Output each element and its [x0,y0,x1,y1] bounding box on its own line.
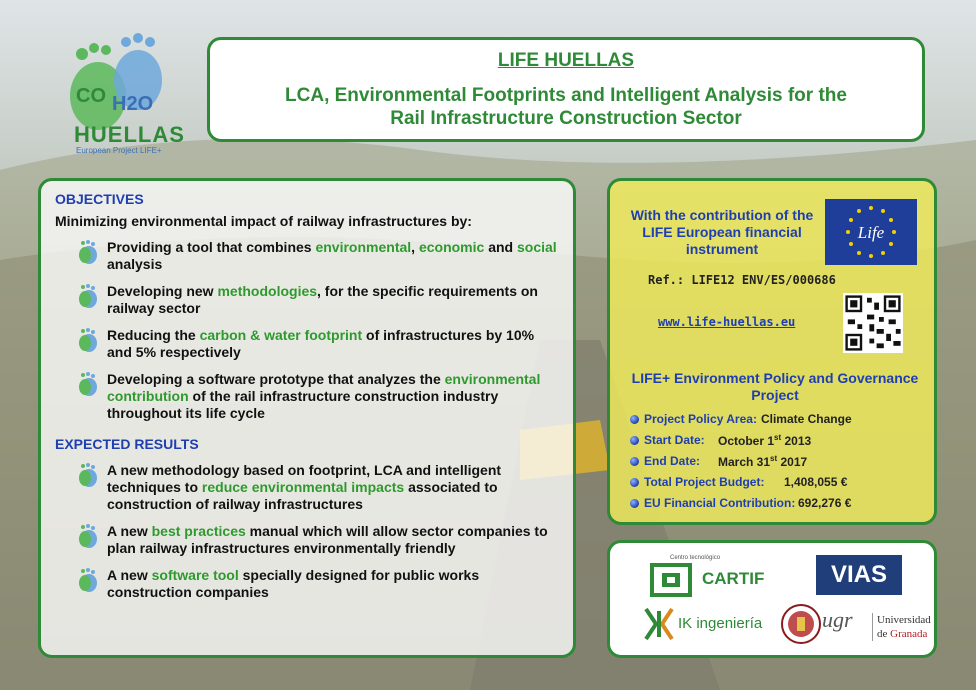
funding-panel [607,178,937,525]
item-text-part: of the rail infrastructure construction industry throughout its life cycle [107,388,499,421]
partners-panel [607,540,937,658]
footprint-bullet-icon [75,462,101,488]
detail-value [718,433,811,448]
detail-value-tail: 2013 [781,434,812,448]
objective-item [55,327,559,361]
university-de: de [877,628,888,640]
item-text-part: specially designed for public works construction companies [107,567,480,600]
result-item [55,462,559,513]
highlight-text: reduce environmental impacts [201,479,405,495]
project-subtitle-line2: Rail Infrastructure Construction Sector [390,108,742,129]
results-list [55,462,559,601]
footprint-bullet-icon [75,567,101,593]
item-text-part: Developing new [107,283,218,299]
highlight-text: methodologies [217,283,318,299]
footprint-bullet-icon [75,283,101,309]
highlight-text: best practices [151,523,246,539]
item-text-part: and [484,239,517,255]
item-text-part: analysis [107,256,163,272]
project-title: LIFE HUELLAS [497,50,635,71]
detail-value-main: 692,276 € [798,496,852,510]
item-text-part: , for the specific requirements on railway sector [107,283,538,316]
item-text-part: associated to construction of railway infrastructures [107,479,498,512]
detail-value-sup: st [774,433,782,442]
university-line1: Universidad [877,614,931,626]
ik-ingenieria-name: IK ingeniería [678,615,763,632]
ik-logo-icon [642,605,676,643]
title-box [207,37,925,142]
project-detail-row [630,412,930,433]
results-heading: EXPECTED RESULTS [55,436,199,452]
detail-value-main: October 1 [718,434,775,448]
footprint-bullet-icon [75,523,101,549]
footprint-bullet-icon [75,371,101,397]
item-text-part: A new [107,523,152,539]
highlight-text: carbon & water footprint [199,327,363,343]
policy-title: LIFE+ Environment Policy and Governance Project [631,370,919,403]
ugr-logo-text: ugr [822,607,853,632]
project-detail-row [630,496,930,517]
qr-code-icon[interactable] [843,293,903,353]
svg-text:H2O: H2O [112,93,154,115]
logo-subtitle: European Project LIFE+ [76,146,162,155]
item-text-part: of infrastructures by 10% and 5% respectively [107,327,535,360]
objectives-panel [38,178,576,658]
item-text-part: A new methodology based on footprint, LCA and intelligent techniques to [107,462,502,495]
detail-value [798,496,851,510]
objective-item-text [107,283,559,317]
objective-item [55,371,559,422]
item-text-part: Developing a software prototype that analyzes the [107,371,445,387]
reference-number: Ref.: LIFE12 ENV/ES/000686 [648,273,836,287]
detail-value-main: March 31 [718,455,771,469]
detail-label: Start Date: [644,433,705,447]
result-item-text [107,567,559,601]
university-granada: Granada [890,628,928,640]
project-detail-row [630,433,930,454]
detail-value-main: Climate Change [760,412,852,426]
eu-life-label: Life [857,223,885,242]
eu-life-logo-icon [825,199,917,265]
university-name [872,613,931,641]
highlight-text: social [516,239,557,255]
vias-logo: VIAS [816,555,902,595]
result-item-text [107,462,559,513]
detail-label: EU Financial Contribution: [644,496,796,510]
ugr-seal-icon [780,603,822,645]
objective-item-text [107,239,559,273]
detail-label: Total Project Budget: [644,475,765,489]
item-text-part: Reducing the [107,327,200,343]
detail-label: Project Policy Area: [644,412,757,426]
objective-item [55,283,559,317]
project-url-link[interactable]: www.life-huellas.eu [658,315,796,329]
detail-value [784,475,847,489]
cartif-name: CARTIF [702,569,765,588]
cartif-tagline: Centro tecnológico [670,555,721,561]
objective-item [55,239,559,273]
item-text-part: Providing a tool that combines [107,239,316,255]
contribution-text: With the contribution of the LIFE European financial instrument [630,207,814,257]
detail-value-main: 1,408,055 € [784,475,848,489]
objectives-heading: OBJECTIVES [55,191,144,207]
item-text-part: A new [107,567,152,583]
objectives-intro: Minimizing environmental impact of railway infrastructures by: [55,213,472,229]
objective-item-text [107,371,559,422]
detail-value-sup: st [770,454,778,463]
result-item-text [107,523,559,557]
project-subtitle-line1: LCA, Environmental Footprints and Intelligent Analysis for the [285,85,847,106]
svg-text:CO: CO [76,85,106,107]
highlight-text: software tool [151,567,239,583]
detail-value-tail: 2017 [777,455,808,469]
objectives-list [55,239,559,422]
item-text-part: , [411,239,419,255]
project-detail-row [630,475,930,496]
objective-item-text [107,327,559,361]
highlight-text: economic [418,239,485,255]
project-details-list [630,412,930,517]
project-detail-row [630,454,930,475]
highlight-text: environmental contribution [107,371,541,404]
result-item [55,523,559,557]
item-text-part: manual which will allow sector companies to plan railway infrastructures environmentally friendly [107,523,548,556]
logo-name: HUELLAS [74,122,185,147]
university-line2 [877,627,931,641]
detail-value [761,412,852,426]
result-item [55,567,559,601]
highlight-text: environmental [315,239,412,255]
footprint-bullet-icon [75,239,101,265]
detail-label: End Date: [644,454,701,468]
footprint-bullet-icon [75,327,101,353]
detail-value [718,454,807,469]
